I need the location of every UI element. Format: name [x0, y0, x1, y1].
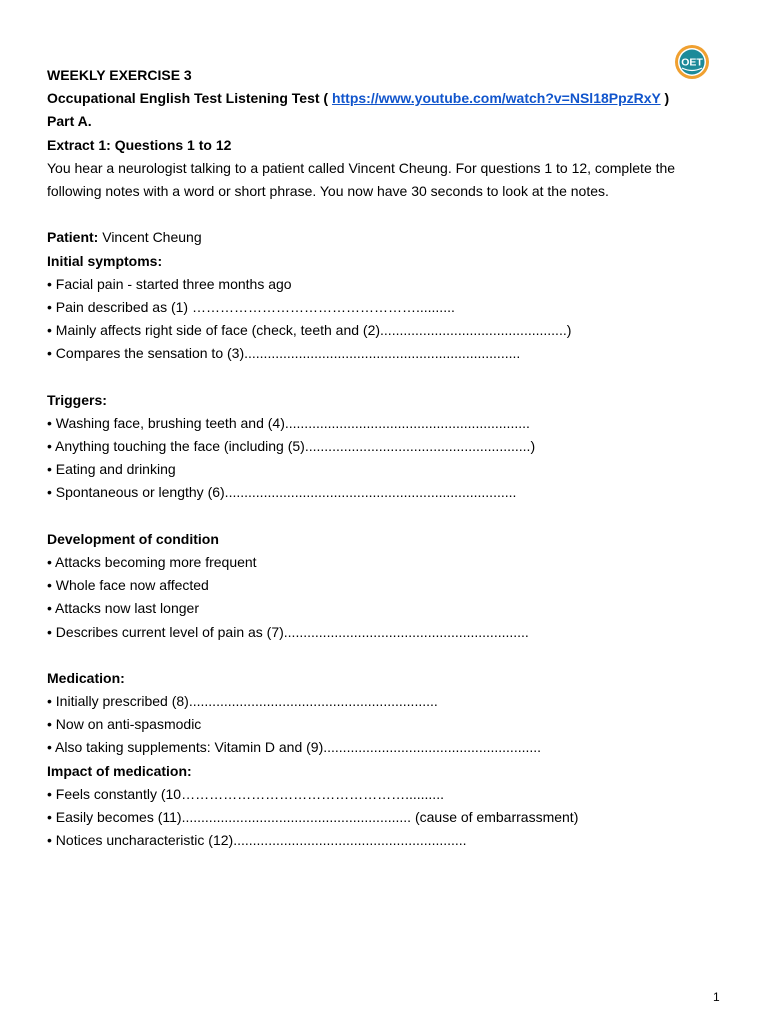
impact-heading: Impact of medication:	[47, 762, 192, 779]
list-item: • Notices uncharacteristic (12)............................................................	[47, 832, 467, 849]
list-item: • Describes current level of pain as (7)...............................................................	[47, 623, 529, 640]
list-item: • Eating and drinking	[47, 461, 176, 478]
list-item: • Now on anti-spasmodic	[47, 716, 202, 733]
logo-text: OET	[681, 56, 703, 69]
list-item: • Pain described as (1) …………………………………………..........	[47, 298, 455, 315]
part-label: Part A.	[47, 113, 92, 130]
development-heading: Development of condition	[47, 530, 219, 547]
test-subtitle	[47, 87, 727, 110]
patient-line	[47, 226, 727, 249]
list-item: • Attacks becoming more frequent	[47, 553, 257, 570]
instructions-line-2: following notes with a word or short phrase. You now have 30 seconds to look at the notes.	[47, 182, 609, 199]
list-item: • Feels constantly (10…………………………………………..........	[47, 785, 444, 802]
list-item: • Also taking supplements: Vitamin D and (9)........................................................	[47, 739, 542, 756]
list-item: • Washing face, brushing teeth and (4)...............................................................	[47, 414, 530, 431]
document-body	[47, 64, 727, 852]
list-item: • Whole face now affected	[47, 577, 209, 594]
list-item: • Easily becomes (11)........................................................... (cause of embarrassment)	[47, 809, 579, 825]
initial-symptoms-heading: Initial symptoms:	[47, 252, 163, 269]
list-item: • Anything touching the face (including (5)..........................................................)	[47, 438, 536, 454]
page-title: WEEKLY EXERCISE 3	[47, 67, 192, 83]
patient-label: Patient:	[47, 229, 99, 246]
subtitle-suffix: )	[664, 90, 670, 107]
subtitle-prefix: Occupational English Test Listening Test (	[47, 90, 329, 107]
list-item: • Mainly affects right side of face (check, teeth and (2)................................................)	[47, 322, 572, 339]
list-item: • Initially prescribed (8)................................................................	[47, 693, 438, 710]
medication-heading: Medication:	[47, 669, 125, 686]
list-item: • Attacks now last longer	[47, 600, 199, 617]
list-item: • Spontaneous or lengthy (6)...........................................................................	[47, 484, 517, 501]
list-item: • Compares the sensation to (3).......................................................................	[47, 345, 521, 362]
page-number: 1	[713, 990, 720, 1004]
youtube-link[interactable]: https://www.youtube.com/watch?v=NSl18PpzRxY	[331, 90, 661, 107]
instructions-line-1: You hear a neurologist talking to a patient called Vincent Cheung. For questions 1 to 12, complete the	[47, 159, 676, 176]
triggers-heading: Triggers:	[47, 391, 107, 408]
patient-name: Vincent Cheung	[102, 229, 202, 246]
list-item: • Facial pain - started three months ago	[47, 275, 292, 292]
extract-label: Extract 1: Questions 1 to 12	[47, 136, 232, 153]
